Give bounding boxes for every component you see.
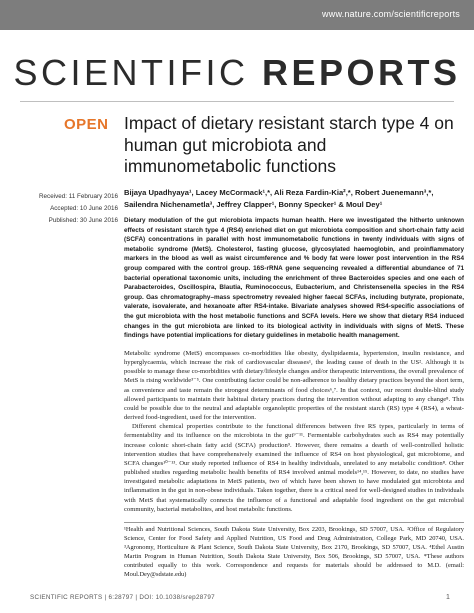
journal-name-bold: REPORTS bbox=[262, 52, 461, 93]
header-divider bbox=[20, 101, 454, 102]
body-paragraph: Metabolic syndrome (MetS) encompasses co-morbidities like obesity, dyslipidaemia, hypertension, insulin resistance, and hyperglycaemia, which increase the risk of cardiovascular diseases¹, the leading cause of death in the US². Although it is possible to manage these co-morbidities with dietary/lifestyle changes and/or therapeutic interventions, the overall prevalence of MetS is rising worldwide³⁻⁵. One contributing factor could be non-adherence to healthy dietary practices beyond the short term, as convenience and taste remain the strongest determinants of food choices⁶,⁷. In that context, our recent double-blind study allowed participants to maintain their habitual dietary practices during the intervention without adapting to any change⁸. This could be possible due to the neutral and adaptable organoleptic properties of the resistant starch (RS) type 4 (RS4), a wheat-derived food-ingredient, used for the intervention. bbox=[124, 350, 464, 422]
article-dates bbox=[6, 191, 118, 227]
journal-logo bbox=[0, 52, 474, 94]
article-body bbox=[124, 349, 464, 514]
abstract: Dietary modulation of the gut microbiota impacts human health. Here we investigated the hitherto unknown effects of resistant starch type 4 (RS4) enriched diet on gut microbiota composition and short-chain fatty acid (SCFA) concentrations in parallel with host immunometabolic functions in twenty individuals with signs of metabolic syndrome (MetS). Cholesterol, fasting glucose, glycosylated haemoglobin, and proinflammatory markers in the blood as well as waist circumference and % body fat were lower post intervention in the RS4 group compared with the control group. 16S-rRNA gene sequencing revealed a differential abundance of 71 bacterial operational taxonomic units, including the enrichment of three Bacteroides species and one each of Parabacteroides, Oscillospira, Blautia, Ruminococcus, Eubacterium, and Christensenella species in the RS4 group. Gas chromatography–mass spectrometry revealed higher faecal SCFAs, including butyrate, propionate, valerate, isovalerate, and hexanoate after RS4-intake. Bivariate analyses showed RS4-specific associations of the gut microbiota with the host metabolic functions and SCFA levels. Here we show that dietary RS4 induced changes in the gut microbiota are linked to its biological activity in individuals with signs of MetS. These findings have potential implications for dietary guidelines in metabolic health management. bbox=[124, 217, 464, 340]
affiliations-footnote: ¹Health and Nutritional Sciences, South Dakota State University, Box 2203, Brookings, SD 57007, USA. ²Office of Regulatory Science, Center for Food Safety and Applied Nutrition, US Food and Drug Administration, College Park, MD 20740, USA. ³Agronomy, Horticulture & Plant Science, South Dakota State University, Box 2170, Brookings, SD 57007, USA. ⁴Ethel Austin Martin Program in Human Nutrition, South Dakota State University, Box 506, Brookings, SD 57007, USA. *These authors contributed equally to this work. Correspondence and requests for materials should be addressed to M.D. (email: Moul.Dey@sdstate.edu) bbox=[124, 526, 464, 578]
header-bar bbox=[0, 0, 474, 30]
journal-name-light: SCIENTIFIC bbox=[13, 52, 249, 93]
page-number: 1 bbox=[446, 594, 450, 601]
author-list: Bijaya Upadhyaya¹, Lacey McCormack¹,*, Ali Reza Fardin-Kia²,*, Robert Juenemann³,*, Sailendra Nichenametla³, Jeffrey Clapper¹, Bonny Specker¹ & Moul Dey¹ bbox=[124, 188, 434, 209]
footnote-divider bbox=[124, 522, 464, 523]
accepted-date: Accepted: 10 June 2016 bbox=[50, 205, 118, 212]
open-access-badge: OPEN bbox=[64, 116, 109, 133]
journal-url[interactable]: www.nature.com/scientificreports bbox=[322, 9, 460, 19]
received-date: Received: 11 February 2016 bbox=[39, 193, 118, 200]
published-date: Published: 30 June 2016 bbox=[48, 217, 118, 224]
article-title: Impact of dietary resistant starch type 4 on human gut microbiota and immunometabolic functions bbox=[124, 113, 454, 176]
body-paragraph: Different chemical properties contribute to the functional differences between five RS types, particularly in terms of fermentability and its influence on the microbiota in the gut⁹⁻¹¹. Fermentable carbohydrates such as RS4 may potentially increase colonic short-chain fatty acid (SCFA) production⁹. However, there remains a dearth of well-controlled holistic intervention studies that have comprehensively examined the influence of RS4 on host physiological, gut microbiome, and SCFA changes¹⁰⁻¹³. Our study reported influence of RS4 in healthy individuals, unrelated to any metabolic condition⁸. Other published studies regarding metabolic health benefits of RS4 involved animal models¹⁴,¹⁵. However, to date, no studies have investigated metabolic adaptations in MetS patients, two of which have been shown to have modulated gut microbiota and inflammation in the gut in non-obese individuals. Taken together, there is a critical need for well-designed studies in individuals with MetS that systematically connects the influence of a functional and adaptable food ingredient on the gut microbial community, bacterial metabolites, and host metabolic functions. bbox=[124, 423, 464, 513]
page-footer: SCIENTIFIC REPORTS | 6:28797 | DOI: 10.1038/srep28797 bbox=[30, 594, 215, 601]
